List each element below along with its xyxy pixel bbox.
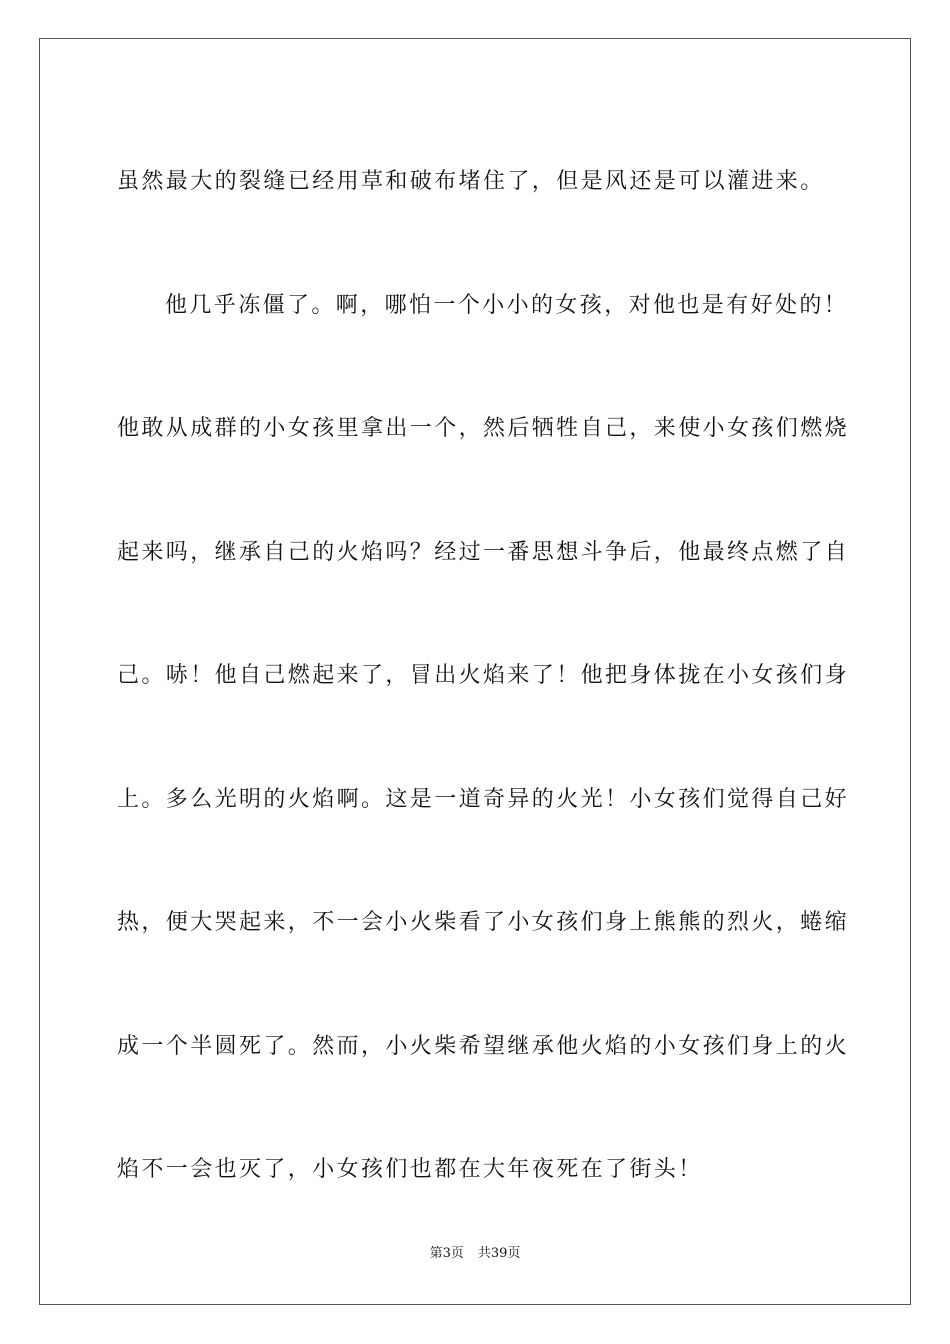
page-total: 共39页 — [477, 1246, 521, 1261]
text-line: 他几乎冻僵了。啊，哪怕一个小小的女孩，对他也是有好处的！ — [165, 292, 849, 318]
paragraph-2 — [117, 244, 849, 368]
text-line: 热，便大哭起来，不一会小火柴看了小女孩们身上熊熊的烈火，蜷缩 — [117, 910, 850, 935]
text-line: 虽然最大的裂缝已经用草和破布堵住了，但是风还是可以灌进来。 — [117, 169, 825, 194]
page-footer — [0, 1244, 950, 1264]
text-line: 己。哧！他自己燃起来了，冒出火焰来了！他把身体拢在小女孩们身 — [117, 663, 850, 688]
text-line: 起来吗，继承自己的火焰吗？经过一番思想斗争后，他最终点燃了自 — [117, 539, 850, 565]
text-line: 焰不一会也灭了，小女孩们也都在大年夜死在了街头！ — [117, 1157, 703, 1182]
page-number: 第3页 — [429, 1246, 464, 1261]
paragraph-1 — [117, 120, 835, 244]
text-line: 他敢从成群的小女孩里拿出一个，然后牺牲自己，来使小女孩们燃烧 — [117, 416, 850, 441]
text-line: 成一个半圆死了。然而，小火柴希望继承他火焰的小女孩们身上的火 — [117, 1033, 850, 1059]
text-line: 上。多么光明的火焰啊。这是一道奇异的火光！小女孩们觉得自己好 — [117, 786, 850, 812]
document-body — [117, 120, 850, 1232]
paragraph-3 — [117, 367, 850, 1232]
